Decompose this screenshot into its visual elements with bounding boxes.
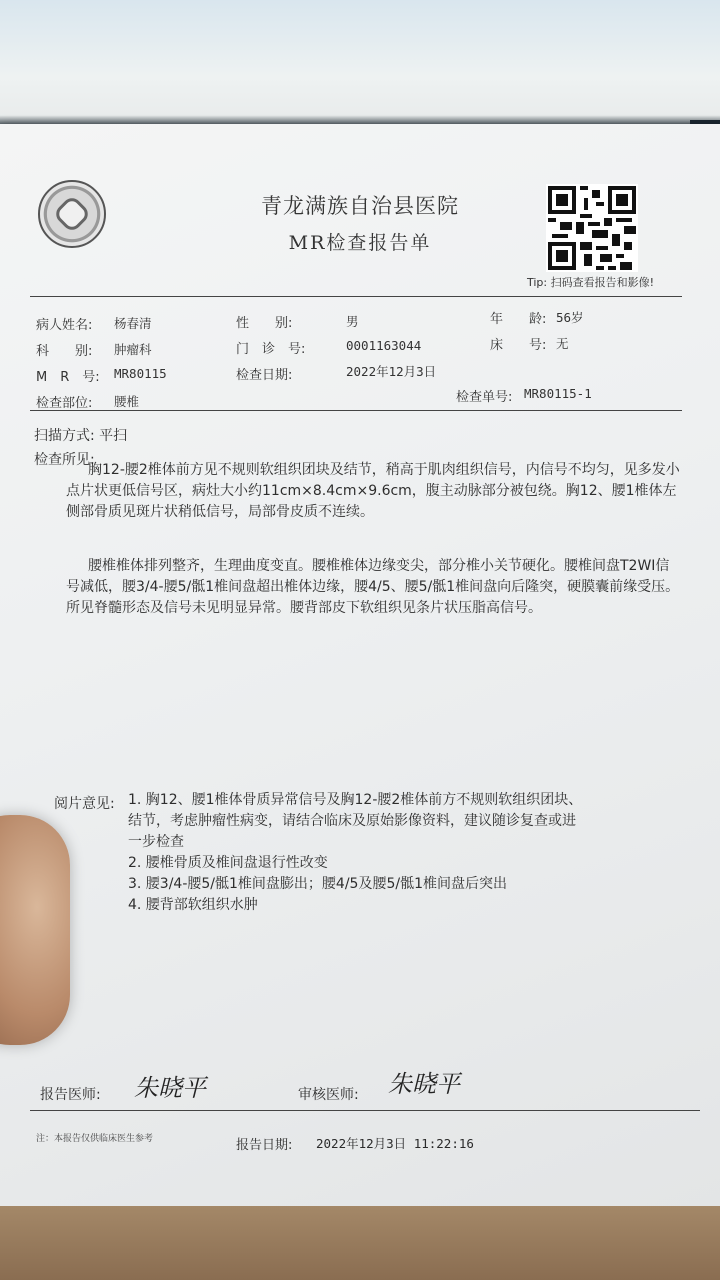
age-value: 56岁 [556, 310, 584, 325]
report-date-value: 2022年12月3日 11:22:16 [316, 1136, 474, 1151]
doctor-signature: 朱晓平 [134, 1074, 206, 1102]
opinion-line: 3. 腰3/4-腰5/骶1椎间盘膨出；腰4/5及腰5/骶1椎间盘后突出 [128, 876, 507, 892]
background-floor [0, 1206, 720, 1280]
patient-name-label: 病人姓名: [36, 318, 93, 333]
opinion-line: 2. 腰椎骨质及椎间盘退行性改变 [128, 855, 328, 871]
exam-date-label: 检查日期: [236, 368, 293, 383]
divider-top [30, 296, 682, 297]
opinion-list [128, 790, 668, 916]
findings-label: 检查所见: [34, 452, 95, 468]
clinic-value: 0001163044 [346, 338, 422, 353]
order-value: MR80115-1 [524, 386, 592, 401]
reviewer-signature: 朱晓平 [388, 1070, 460, 1098]
findings-paragraph-1: 胸12-腰2椎体前方见不规则软组织团块及结节，稍高于肌肉组织信号，内信号不均匀，见多发小点片状更低信号区，病灶大小约11cm×8.4cm×9.6cm，腹主动脉部分被包绕。胸12、腰1椎体左侧部骨质见斑片状稍低信号，局部骨皮质不连续。 [66, 462, 680, 520]
opinion-line: 结节，考虑肿瘤性病变，请结合临床及原始影像资料，建议随诊复查或进 [128, 813, 576, 829]
mr-label: M R 号: [36, 370, 100, 385]
dept-label: 科 别: [36, 344, 93, 359]
dept-value: 肿瘤科 [114, 342, 152, 357]
sex-value: 男 [346, 314, 359, 329]
part-label: 检查部位: [36, 396, 93, 411]
opinion-line: 1. 胸12、腰1椎体骨质异常信号及胸12-腰2椎体前方不规则软组织团块、 [128, 792, 583, 808]
order-label: 检查单号: [456, 390, 513, 405]
opinion-line: 4. 腰背部软组织水肿 [128, 897, 258, 913]
clinic-label: 门 诊 号: [236, 342, 306, 357]
findings-paragraph-2: 腰椎椎体排列整齐，生理曲度变直。腰椎椎体边缘变尖，部分椎小关节硬化。腰椎间盘T2WI信号减低，腰3/4-腰5/骶1椎间盘超出椎体边缘，腰4/5、腰5/骶1椎间盘向后隆突，硬膜囊前缘受压。所见脊髓形态及信号未见明显异常。腰背部皮下软组织见条片状压脂高信号。 [66, 558, 680, 616]
hospital-logo [38, 180, 106, 248]
divider-bottom [30, 1110, 700, 1111]
mr-value: MR80115 [114, 366, 167, 381]
report-title: MR检查报告单 [288, 232, 432, 254]
qr-code-icon[interactable] [546, 184, 638, 272]
age-label: 年 龄: [490, 312, 547, 327]
patient-name: 杨春清 [114, 316, 152, 331]
sex-label: 性 别: [236, 316, 293, 331]
finger [0, 815, 70, 1045]
doctor-label: 报告医师: [40, 1087, 101, 1103]
footer-note: 注：本报告仅供临床医生参考 [36, 1134, 154, 1144]
qr-tip: Tip: 扫码查看报告和影像! [527, 276, 655, 289]
reviewer-label: 审核医师: [298, 1087, 359, 1103]
report-date-label: 报告日期: [236, 1138, 293, 1153]
exam-date-value: 2022年12月3日 [346, 364, 437, 379]
report-sheet [0, 124, 720, 1208]
divider-info [30, 410, 682, 411]
opinion-line: 一步检查 [128, 834, 184, 850]
part-value: 腰椎 [114, 394, 140, 409]
scan-method: 扫描方式: 平扫 [34, 428, 128, 444]
bed-label: 床 号: [490, 338, 547, 353]
hospital-name: 青龙满族自治县医院 [261, 194, 459, 218]
bed-value: 无 [556, 336, 569, 351]
opinion-label: 阅片意见: [54, 796, 115, 812]
